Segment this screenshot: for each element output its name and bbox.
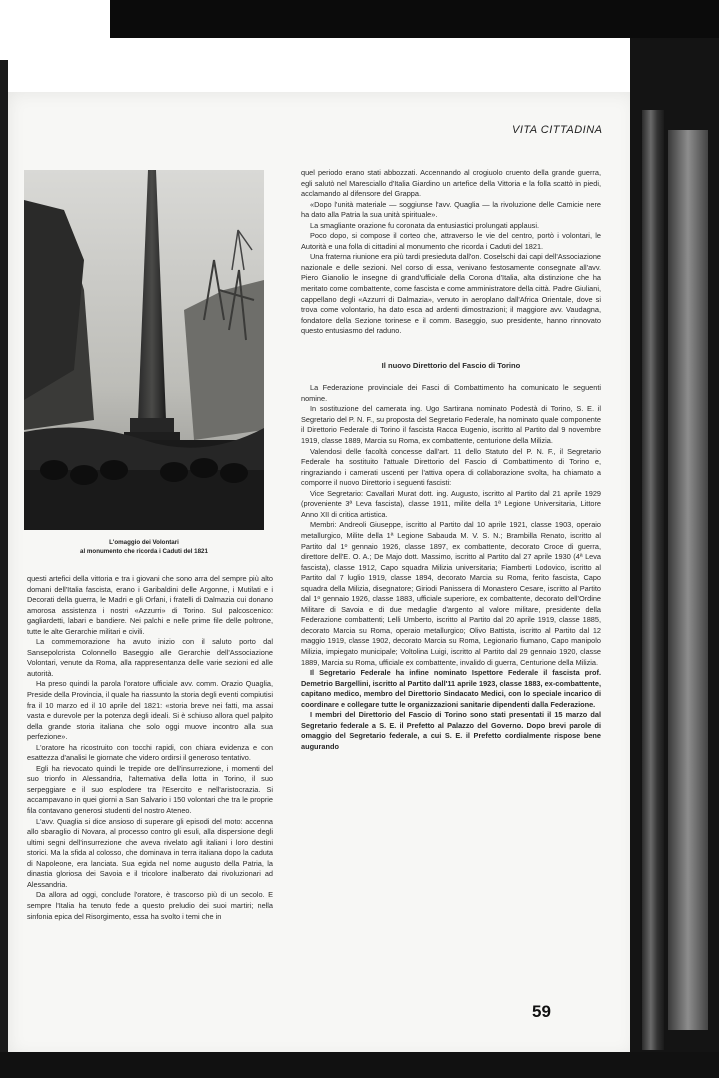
dark-background-top <box>110 0 719 38</box>
caption-line-2: al monumento che ricorda i Caduti del 1821 <box>80 548 208 555</box>
right-column-text <box>301 168 601 752</box>
page-number: 59 <box>532 1002 551 1021</box>
paragraph: La smagliante orazione fu coronata da entusiastici prolungati applausi. <box>310 220 540 230</box>
paragraph: L'avv. Quaglia si dice ansioso di superare gli episodi del moto: accenna allo sbaraglio di Novara, al processo contro gli esuli, alla dispersione degli ultimi segni dell'insurrezione che aveva rivelato agli italiani i loro destini storici. Ma la sfida al colosso, che dominava in terra italiana dopo la caduta di Napoleone, era lanciata. Sua egida nel nome augusto della Patria, la dinastia gloriosa dei Savoia e il tricolore inalberato dai rivoluzionari ad Alessandria. <box>27 816 273 889</box>
page-edge-strip <box>642 110 664 1050</box>
paragraph: La commemorazione ha avuto inizio con il saluto porto dal Sansepolcrista Colonnello Baseggio alle Gerarchie dell'Associazione Volontari, venute da Roma, alla rappresentanza delle varie sezioni ed alle autorità. <box>27 637 273 678</box>
photo-caption <box>24 538 264 556</box>
left-column-text <box>27 574 273 922</box>
paragraph: Poco dopo, si compose il corteo che, attraverso le vie del centro, portò i volontari, le Autorità e una folla di cittadini al monumento che ricorda i Caduti del 1821. <box>301 231 601 251</box>
paragraph: «Dopo l'unità materiale — soggiunse l'avv. Quaglia — la rivoluzione delle Camicie nere ha dato alla Patria la sua unità spirituale». <box>301 199 601 220</box>
dark-background-left <box>0 60 8 1078</box>
section-header: VITA CITTADINA <box>512 124 603 136</box>
paragraph: In sostituzione del camerata ing. Ugo Sartirana nominato Podestà di Torino, S. E. il Segretario del P. N. F., su proposta del Segretario Federale, ha nominato quale componente il Direttorio Federale di Torino il fascista Racca Eugenio, iscritto al Partito dal 9 novembre 1919, classe 1889, Marcia su Roma, ex combattente, centurione della Milizia. <box>301 404 601 446</box>
paragraph: I membri del Direttorio del Fascio di Torino sono stati presentati il 15 marzo dal Segretario federale a S. E. il Prefetto al Palazzo del Governo. Dopo brevi parole di omaggio del Segretario federale, a cui S. E. il Prefetto cordialmente rispose bene augurando <box>301 710 601 751</box>
paragraph: Ha preso quindi la parola l'oratore ufficiale avv. comm. Orazio Quaglia, Preside della Provincia, il quale ha riassunto la storia degli eventi compiutisi fra il 10 marzo ed il 10 aprile del 1821: «storia breve nei fatti, ma assai vasta e durevole per la potenza degli ideali. Si è schiuso allora quel palpito della grande storia italiana che solo oggi muove incontro alla sua perfezione». <box>27 679 273 742</box>
caption-line-1: L'omaggio dei Volontari <box>109 539 179 546</box>
section-title: Il nuovo Direttorio del Fascio di Torino <box>381 360 521 370</box>
paragraph: La Federazione provinciale dei Fasci di Combattimento ha comunicato le seguenti nomine. <box>301 383 601 403</box>
paragraph: Il Segretario Federale ha infine nominato Ispettore Federale il fascista prof. Demetrio Bargellini, iscritto al Partito dall'11 aprile 1923, classe 1883, ex-combattente, capitano medico, membro del Direttorio Sindacato Medici, con lo speciale incarico di coordinare e collegare tutte le organizzazioni sanitarie dipendenti dalla Federazione. <box>301 668 601 709</box>
paragraph: L'oratore ha ricostruito con tocchi rapidi, con chiara evidenza e con esattezza d'analisi le giornate che videro ordirsi il generoso tentativo. <box>27 742 273 763</box>
paragraph: Egli ha rievocato quindi le trepide ore dell'insurrezione, i momenti del suo trionfo in Alessandria, l'alternativa della lotta in Torino, il suo serpeggiare e il suo esplodere tra l'Esercito e nell'aristocrazia. Si accampavano in quei giorni a San Salvario i 150 volontari che tra le proprie fila contavano generosi studenti del nostro Ateneo. <box>27 763 273 816</box>
paragraph: Membri: Andreoli Giuseppe, iscritto al Partito dal 10 aprile 1921, classe 1903, operaio metallurgico, Milite della 1ª Legione Sabauda M. V. S. N.; Brambilla Renato, iscritto al Partito dal 1º gennaio 1926, classe 1897, ex combattente, decorato Croce di guerra, direttore dell'E. O. A.; De Majo dott. Massimo, iscritto al Partito dal 27 aprile 1930 (4ª Leva fascista), classe 1912, Capo squadra Milizia universitaria; Fiamberti Lodovico, iscritto al Partito dal 7 luglio 1919, classe 1894, decorato Marcia su Roma, ferito fascista, Capo squadra della Milizia, disegnatore; Giriodi Panissera di Monastero Cesare, iscritto al Partito dal 1º gennaio 1926, classe 1883, ufficiale superiore, ex combattente, decorato dell'Ordine Militare di Savoia e di due medaglie d'argento al valore militare, presidente della Federazione combattenti; Lelli Umberto, iscritto al Partito dal 20 aprile 1919, classe 1885, decorato Marcia su Roma, operaio metallurgico; Olivo Battista, iscritto al Partito dal 12 maggio 1919, classe 1902, decorato Marcia su Roma, Legionario fiumano, Capo manipolo Milizia, impiegato municipale; Voltolina Luigi, iscritto al Partito dal 29 gennaio 1920, classe 1889, Marcia su Roma, ufficiale ex combattente, invalido di guerra, Centurione della Milizia. <box>301 520 601 667</box>
paragraph: Vice Segretario: Cavallari Murat dott. ing. Augusto, iscritto al Partito dal 21 aprile 1929 (proveniente 3ª Leva fascista), classe 1911, milite della 1ª Legione Universitaria, Littore Anno XII di critica artistica. <box>301 488 601 519</box>
paragraph: Valendosi delle facoltà concesse dall'art. 11 dello Statuto del P. N. F., il Segretario Federale ha sostituito l'attuale Direttorio del Fascio di Combattimento di Torino e, ringraziando i camerati uscenti per l'attiva opera di collaborazione svolta, ha chiamato a comporre il nuovo Direttorio i seguenti fascisti: <box>301 446 601 488</box>
monument-photo <box>24 170 264 530</box>
paragraph: Da allora ad oggi, conclude l'oratore, è trascorso più di un secolo. E sempre l'Italia ha tenuto fede a questo preludio dei suoi martiri; nella sinfonia epica del Risorgimento, essa ha svolto i temi che in <box>27 890 273 921</box>
dark-background-bottom <box>0 1052 719 1078</box>
paragraph: questi artefici della vittoria e tra i giovani che sono arra del sempre più alto domani dell'Italia fascista, erano i Garibaldini delle Argonne, i Mutilati e i Decorati della guerra, le Madri e gli Orfani, i fratelli di Dalmazia cui donano amorosa assistenza i nostri «Azzurri» di Torino. Sul palcoscenico: gagliardetti, labari e bandiere. Nei palchi e nelle prime file delle poltrone, tutte le alte Gerarchie militari e civili. <box>27 574 273 636</box>
book-edge-strip <box>668 130 708 1030</box>
monument-photo-image <box>24 170 264 530</box>
paragraph: quel periodo erano stati abbozzati. Accennando al crogiuolo cruento della grande guerra, egli salutò nel Maresciallo d'Italia Giardino un artefice della Vittoria e la folla scattò in piedi, acclamando al difensore del Grappa. <box>301 168 601 199</box>
paragraph: Una fraterna riunione era più tardi presieduta dall'on. Coselschi dai capi dell'Associazione nazionale e delle sezioni. Nel corso di essa, venivano festosamente consegnate all'avv. Piero Gianolio le insegne di grand'ufficiale della Corona d'Italia, alta distinzione che ha meritato come combattente, come fascista e come amministratore della città. Padre Giuliani, cappellano degli «Azzurri di Dalmazia», venuto in aeroplano dall'Africa Orientale, dove si trova come volontario, ha dato esca ad ardenti dimostrazioni; il maggiore avv. Vaudagna, fondatore della Sezione torinese e il comm. Baseggio, suo presidente, hanno rinnovato questo entusiasmo del raduno. <box>301 252 601 336</box>
